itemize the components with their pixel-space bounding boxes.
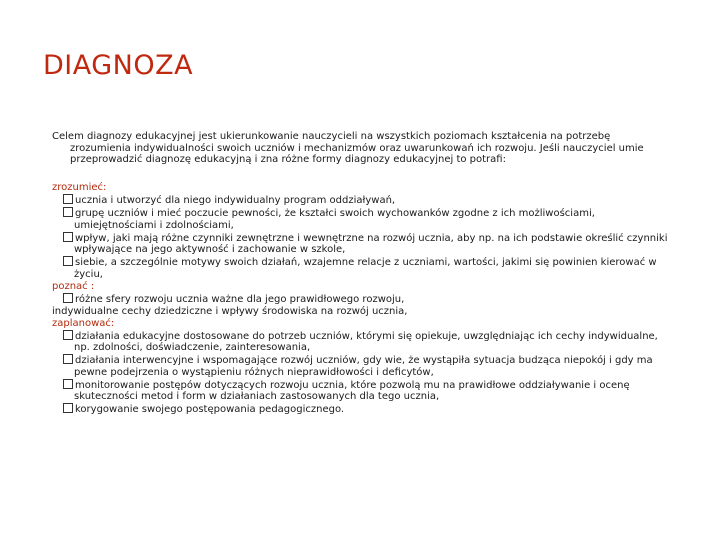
list-item-text: działania interwencyjne i wspomagające rozwój uczniów, gdy wie, że wystąpiła sytuacja budząca niepokój i gdy ma pewne podejrzenia o wystąpieniu różnych nieprawidłowości i deficytów, xyxy=(74,355,653,378)
checkbox-icon xyxy=(63,232,73,242)
checkbox-icon xyxy=(63,194,73,204)
checkbox-icon xyxy=(63,256,73,266)
checkbox-icon xyxy=(63,379,73,389)
list-item xyxy=(52,379,672,403)
checkbox-icon xyxy=(63,330,73,340)
page-title: DIAGNOZA xyxy=(43,50,194,81)
list-item-text: różne sfery rozwoju ucznia ważne dla jego prawidłowego rozwoju, xyxy=(75,293,405,305)
list-item-text: grupę uczniów i mieć poczucie pewności, że kształci swoich wychowanków zgodne z ich możliwościami, umiejętnościami i zdolnościami, xyxy=(74,208,595,231)
intro-paragraph xyxy=(52,131,672,166)
list-item-text: ucznia i utworzyć dla niego indywidualny program oddziaływań, xyxy=(75,195,396,206)
list-item xyxy=(52,354,672,378)
checkbox-icon xyxy=(63,354,73,364)
list-item xyxy=(52,256,672,280)
list-item xyxy=(52,293,672,306)
list-item-text: monitorowanie postępów dotyczących rozwoju ucznia, które pozwolą mu na prawidłowe oddziaływanie i ocenę skuteczności metod i form w działaniach zastosowanych dla tego ucznia, xyxy=(74,379,630,402)
list-item xyxy=(52,194,672,207)
content-body xyxy=(52,182,672,416)
heading-zaplanowac: zaplanować: xyxy=(52,317,115,329)
list-item xyxy=(52,207,672,231)
checkbox-icon xyxy=(63,403,73,413)
list-item xyxy=(52,330,672,354)
list-item-text: wpływ, jaki mają różne czynniki zewnętrzne i wewnętrzne na rozwój ucznia, aby np. na ich podstawie określić czynniki wpływające na jego aktywność i zachowanie w szkole, xyxy=(74,232,668,255)
heading-zrozumiec: zrozumieć: xyxy=(52,182,107,193)
intro-text: Celem diagnozy edukacyjnej jest ukierunkowanie nauczycieli na wszystkich poziomach kształcenia na potrzebę zrozumienia indywidualności swoich uczniów i mechanizmów oraz uwarunkowań ich rozwoju. Jeśli nauczyciel umie przeprowadzić diagnozę edukacyjną i zna różne formy diagnozy edukacyjnej to potrafi: xyxy=(52,131,644,165)
list-item-text: działania edukacyjne dostosowane do potrzeb uczniów, którymi się opiekuje, uwzględniając ich cechy indywidualne, np. zdolności, doświadczenie, zainteresowania, xyxy=(74,330,658,353)
heading-poznac: poznać : xyxy=(52,280,95,292)
list-item xyxy=(52,403,672,416)
list-item-text: korygowanie swojego postępowania pedagogicznego. xyxy=(75,404,345,415)
checkbox-icon xyxy=(63,293,73,303)
list-item xyxy=(52,232,672,256)
checkbox-icon xyxy=(63,207,73,217)
list-item-text: siebie, a szczególnie motywy swoich działań, wzajemne relacje z uczniami, wartości, jakimi się powinien kierować w życiu, xyxy=(74,257,657,280)
plain-line: indywidualne cechy dziedziczne i wpływy środowiska na rozwój ucznia, xyxy=(52,305,408,317)
